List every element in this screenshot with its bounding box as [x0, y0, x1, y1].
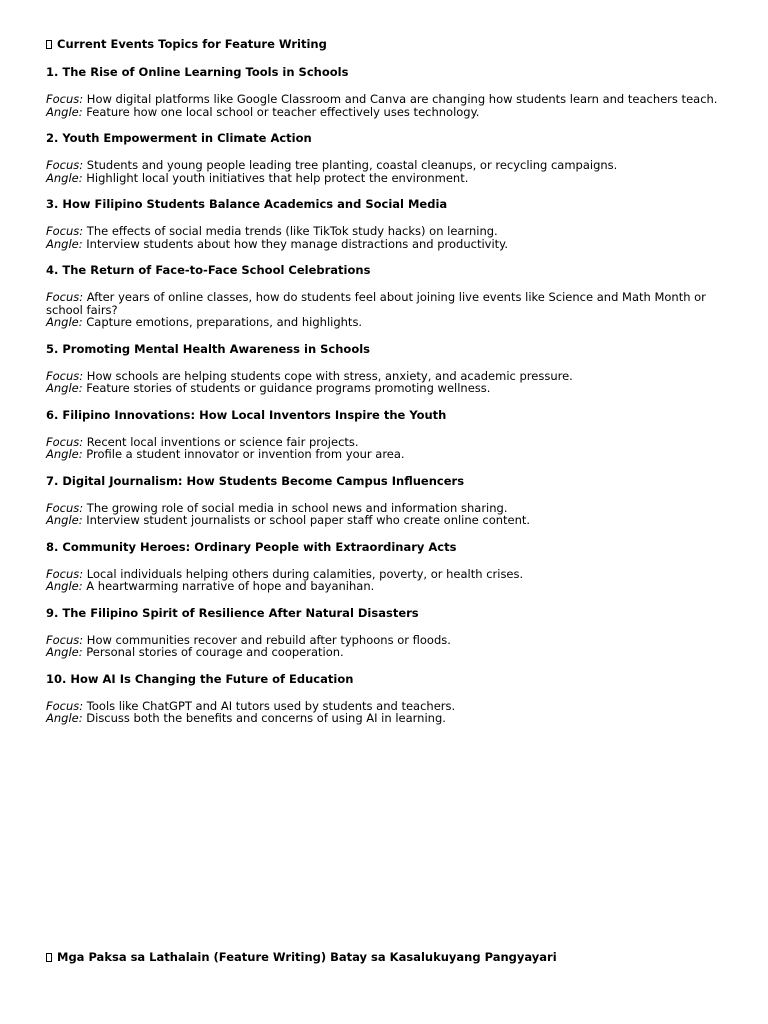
topic-7 [46, 474, 726, 527]
topic-heading: 6. Filipino Innovations: How Local Inventors Inspire the Youth [46, 407, 447, 422]
angle-text: Feature stories of students or guidance programs promoting wellness. [86, 381, 491, 395]
topic-angle [46, 172, 726, 185]
angle-text: Capture emotions, preparations, and highlights. [86, 315, 363, 329]
angle-text: Interview student journalists or school paper staff who create online content. [86, 513, 531, 527]
focus-text: Recent local inventions or science fair projects. [86, 434, 359, 449]
topic-4 [46, 263, 726, 329]
missing-glyph-icon [46, 953, 52, 962]
topic-angle [46, 514, 726, 527]
topic-heading: 10. How AI Is Changing the Future of Education [46, 671, 354, 686]
focus-label: Focus: [46, 368, 84, 383]
topic-5 [46, 342, 726, 395]
focus-text: How schools are helping students cope with stress, anxiety, and academic pressure. [86, 368, 573, 383]
topic-angle [46, 106, 726, 119]
focus-label: Focus: [46, 632, 84, 647]
topic-heading: 1. The Rise of Online Learning Tools in Schools [46, 65, 349, 79]
angle-label: Angle: [46, 381, 83, 395]
document-title [46, 37, 726, 52]
focus-text: The effects of social media trends (like TikTok study hacks) on learning. [86, 224, 498, 238]
topic-angle [46, 382, 726, 395]
missing-glyph-icon [46, 40, 52, 49]
topic-angle [46, 580, 726, 593]
document-page [46, 37, 726, 725]
angle-text: Feature how one local school or teacher effectively uses technology. [86, 104, 480, 119]
topic-3 [46, 197, 726, 250]
topic-2 [46, 131, 726, 184]
angle-label: Angle: [46, 579, 83, 593]
focus-label: Focus: [46, 500, 84, 515]
topic-heading: 3. How Filipino Students Balance Academics and Social Media [46, 197, 448, 211]
topic-9 [46, 606, 726, 659]
topic-heading: 7. Digital Journalism: How Students Become Campus Influencers [46, 473, 465, 488]
topic-heading: 4. The Return of Face-to-Face School Celebrations [46, 263, 371, 277]
angle-text: Highlight local youth initiatives that help protect the environment. [86, 170, 469, 185]
angle-text: Interview students about how they manage distractions and productivity. [86, 236, 508, 251]
focus-text: The growing role of social media in school news and information sharing. [86, 500, 508, 515]
topic-focus [46, 291, 726, 316]
angle-label: Angle: [46, 315, 83, 329]
focus-text: How communities recover and rebuild after typhoons or floods. [86, 632, 451, 647]
topic-heading: 9. The Filipino Spirit of Resilience After Natural Disasters [46, 605, 419, 620]
focus-text: How digital platforms like Google Classroom and Canva are changing how students learn and teachers teach. [86, 92, 718, 106]
angle-label: Angle: [46, 645, 83, 659]
angle-label: Angle: [46, 513, 83, 527]
angle-text: Personal stories of courage and cooperation. [86, 645, 344, 659]
filipino-section-title-text: Mga Paksa sa Lathalain (Feature Writing) Batay sa Kasalukuyang Pangyayari [57, 950, 557, 964]
topic-angle [46, 238, 726, 251]
focus-label: Focus: [46, 92, 84, 106]
topic-angle [46, 316, 726, 329]
angle-label: Angle: [46, 170, 83, 185]
topic-8 [46, 540, 726, 593]
focus-text: Students and young people leading tree planting, coastal cleanups, or recycling campaigns. [86, 158, 618, 172]
angle-label: Angle: [46, 236, 83, 251]
focus-label: Focus: [46, 434, 84, 449]
angle-text: Discuss both the benefits and concerns of using AI in learning. [86, 711, 446, 725]
focus-text: Tools like ChatGPT and AI tutors used by students and teachers. [86, 698, 456, 713]
angle-text: A heartwarming narrative of hope and bayanihan. [86, 579, 375, 593]
topic-heading: 2. Youth Empowerment in Climate Action [46, 131, 312, 145]
topic-angle [46, 646, 726, 659]
angle-label: Angle: [46, 447, 83, 461]
focus-label: Focus: [46, 698, 84, 713]
focus-label: Focus: [46, 158, 84, 172]
topic-heading: 8. Community Heroes: Ordinary People with Extraordinary Acts [46, 539, 457, 554]
focus-label: Focus: [46, 566, 84, 581]
angle-text: Profile a student innovator or invention from your area. [86, 447, 405, 461]
topic-angle [46, 712, 726, 725]
topic-angle [46, 448, 726, 461]
topic-1 [46, 65, 726, 118]
filipino-section-title [46, 950, 726, 965]
focus-text: Local individuals helping others during calamities, poverty, or health crises. [86, 566, 524, 581]
topic-6 [46, 408, 726, 461]
topic-heading: 5. Promoting Mental Health Awareness in Schools [46, 341, 371, 356]
focus-label: Focus: [46, 290, 84, 304]
focus-text: After years of online classes, how do students feel about joining live events like Science and Math Month or school fairs? [46, 290, 706, 317]
angle-label: Angle: [46, 711, 83, 725]
focus-label: Focus: [46, 224, 84, 238]
angle-label: Angle: [46, 104, 83, 119]
topic-10 [46, 672, 726, 725]
document-title-text: Current Events Topics for Feature Writing [57, 37, 327, 51]
